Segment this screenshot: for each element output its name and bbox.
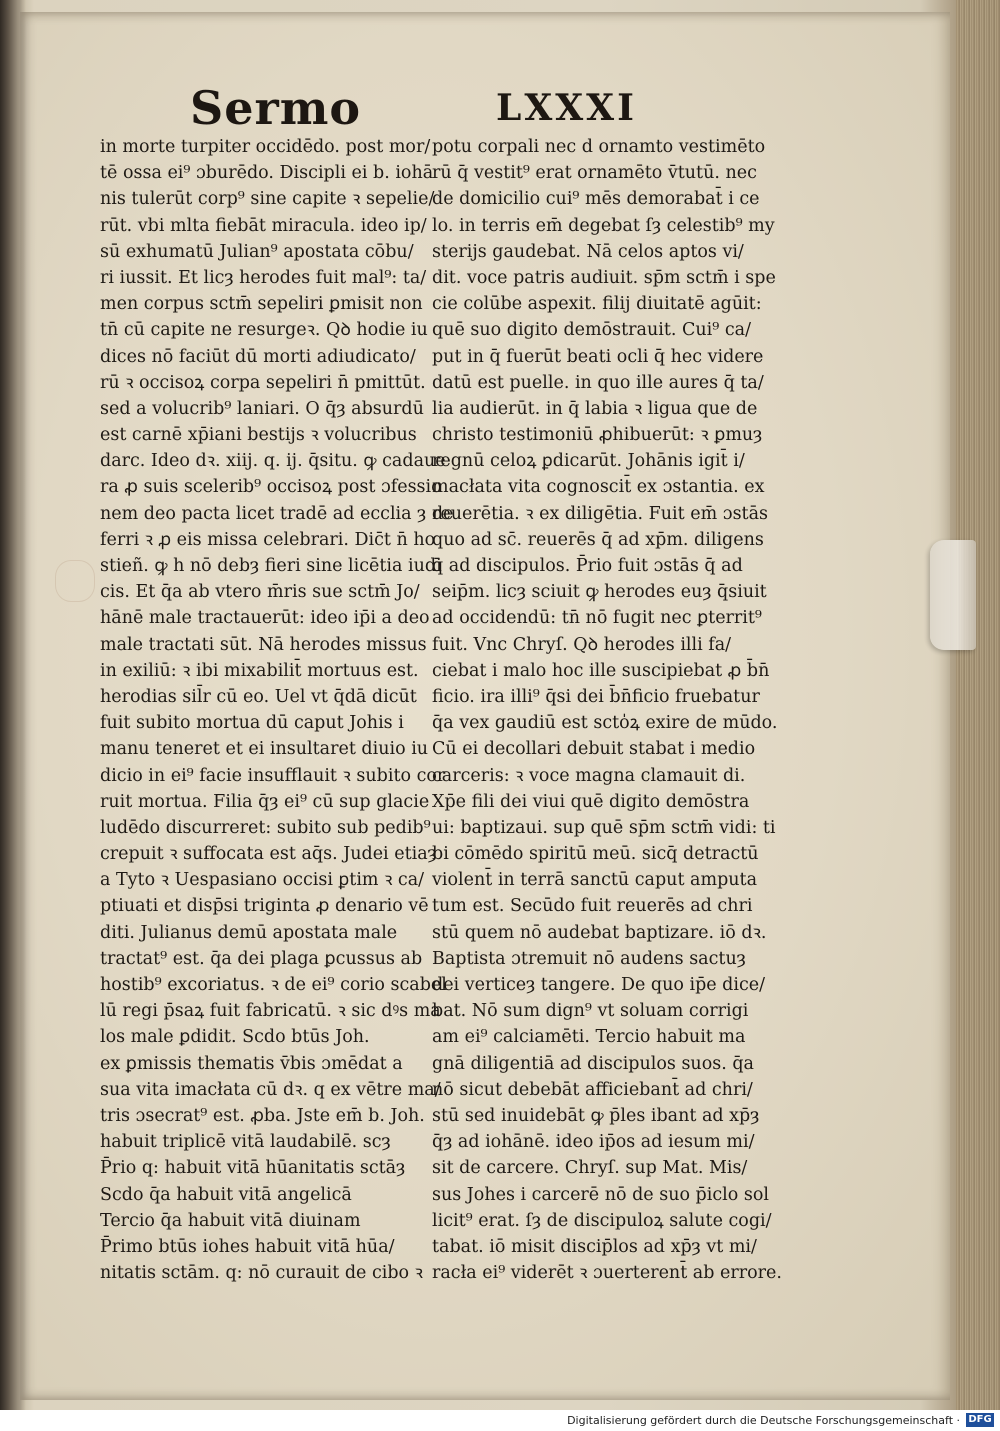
text-line: cis. Et q̄a ab vtero m̄ris sue sctm̄ Jo/ bbox=[100, 582, 420, 603]
left-text-column bbox=[100, 134, 454, 1286]
page-header bbox=[190, 82, 670, 134]
text-line: stū sed inuidebāt ꝙ p̄les ibant ad xp̄ȝ bbox=[432, 1105, 760, 1126]
text-line: in morte turpiter occidēdo. post mor/ bbox=[100, 137, 431, 157]
text-line: nitatis sctām. q: nō curauit de cibo ꝛ bbox=[100, 1263, 423, 1284]
text-line: ludēdo discurreret: subito sub pedib⁹ bbox=[100, 817, 431, 838]
text-line: Scdo q̄a habuit vitā angelicā bbox=[100, 1184, 352, 1205]
text-line: rū ꝛ occisoꝝ corpa sepeliri n̄ pmittūt. bbox=[100, 372, 426, 393]
text-line: ptiuati et disp̄si triginta ꝓ denario vē bbox=[100, 896, 429, 917]
text-line: macłata vita cognoscit̄ ex ɔstantia. ex bbox=[432, 477, 765, 498]
text-line: est carnē xp̄iani bestijs ꝛ volucribus bbox=[100, 425, 417, 446]
folio-number: LXXXI bbox=[496, 87, 637, 129]
text-line: bi cōmēdo spiritū meū. sicq̄ detractū bbox=[432, 844, 759, 865]
page-edges bbox=[956, 0, 1000, 1410]
text-line: sus Johes i carcerē nō de suo p̄iclo sol bbox=[432, 1184, 769, 1205]
text-line: Cū ei decollari debuit stabat i medio bbox=[432, 739, 756, 760]
text-line: tractat⁹ est. q̄a dei plaga ꝑcussus ab bbox=[100, 948, 423, 969]
text-line: diti. Julianus demū apostata male bbox=[100, 922, 398, 943]
text-line: am ei⁹ calciamēti. Tercio habuit ma bbox=[432, 1027, 746, 1048]
text-line: lo. in terris em̄ degebat ſȝ celestib⁹ my bbox=[432, 215, 775, 236]
gutter-shadow bbox=[0, 0, 26, 1410]
bookmark-tab bbox=[930, 540, 976, 650]
text-line: P̄rio q: habuit vitā hūanitatis sctāȝ bbox=[100, 1158, 406, 1179]
text-line: violent̄ in terrā sanctū caput amputa bbox=[432, 870, 758, 891]
text-line: rū q̄ vestit⁹ erat ornamēto v̄tutū. nec bbox=[432, 163, 757, 184]
text-line: dicio in ei⁹ facie insufflauit ꝛ subito cor bbox=[100, 765, 446, 786]
right-text-column bbox=[432, 134, 782, 1286]
text-line: racła ei⁹ viderēt ꝛ ɔuerterent̄ ab errore. bbox=[432, 1263, 782, 1284]
text-line: sit de carcere. Chryſ. sup Mat. Mis/ bbox=[432, 1158, 748, 1179]
text-line: ciebat i malo hoc ille suscipiebat ꝓ b̄n̄ bbox=[432, 660, 770, 681]
text-line: male tractati sūt. Nā herodes missus bbox=[100, 634, 427, 655]
text-line: ferri ꝛ ꝓ eis missa celebrari. Dic̄t n̄ ho bbox=[100, 529, 436, 550]
text-line: sed a volucrib⁹ laniari. O q̄ȝ absurdū bbox=[100, 398, 424, 419]
text-line: tris ɔsecrat⁹ est. ꝓba. Jste em̄ b. Joh. bbox=[100, 1105, 425, 1126]
text-line: datū est puelle. in quo ille aures q̄ ta/ bbox=[432, 372, 764, 393]
text-line: licit⁹ erat. ſȝ de discipuloꝝ salute cogi/ bbox=[432, 1210, 772, 1231]
text-line: tē ossa ei⁹ ɔburēdo. Discipli ei b. iohā bbox=[100, 163, 434, 184]
text-line: carceris: ꝛ voce magna clamauit di. bbox=[432, 765, 746, 786]
text-line: manu teneret et ei insultaret diuio iu bbox=[100, 739, 429, 760]
text-line: put in q̄ fuerūt beati ocli q̄ hec videre bbox=[432, 346, 764, 367]
text-line: Baptista ɔtremuit nō audens sactuȝ bbox=[432, 948, 746, 969]
text-line: tn̄ cū capite ne resurgeꝛ. Qꝺ hodie iu bbox=[100, 320, 428, 341]
text-line: potu corpali nec d ornamto vestimēto bbox=[432, 137, 766, 157]
text-line: ex ꝑmissis thematis v̄bis ɔmēdat a bbox=[100, 1053, 403, 1074]
text-line: dices nō faciūt dū morti adiudicato/ bbox=[100, 346, 416, 367]
text-line: stū quem nō audebat baptizare. iō dꝛ. bbox=[432, 922, 767, 943]
text-line: Xp̄e fili dei viui quē digito demōstra bbox=[432, 791, 750, 812]
page-title: Sermo bbox=[190, 81, 362, 135]
faint-stamp bbox=[55, 560, 95, 602]
text-line: in exiliū: ꝛ ibi mixabilit̄ mortuus est. bbox=[100, 660, 419, 681]
text-line: sua vita imacłata cū dꝛ. q ex vētre ma/ bbox=[100, 1079, 441, 1100]
text-line: crepuit ꝛ suffocata est aq̄s. Judei etiaȝ bbox=[100, 844, 437, 865]
text-line: hānē male tractauerūt: ideo ip̄i a deo bbox=[100, 608, 430, 629]
text-line: hostib⁹ excoriatus. ꝛ de ei⁹ corio scabel bbox=[100, 975, 447, 995]
text-line: tabat. iō misit discip̄los ad xp̄ȝ vt mi/ bbox=[432, 1236, 757, 1257]
dfg-logo: DFG bbox=[966, 1413, 994, 1427]
text-line: fuit. Vnc Chryſ. Qꝺ herodes illi fa/ bbox=[432, 634, 732, 655]
text-line: dit. voce patris audiuit. sp̄m sctm̄ i spe bbox=[432, 267, 776, 288]
text-line: q̄ ad discipulos. P̄rio fuit ɔstās q̄ ad bbox=[432, 556, 743, 576]
text-line: lia audierūt. in q̄ labia ꝛ ligua que de bbox=[432, 398, 758, 419]
text-line: rūt. vbi mlta fiebāt miracula. ideo ip/ bbox=[100, 215, 427, 236]
text-line: ficio. ira illi⁹ q̄si dei b̄n̄ficio fruebatur bbox=[432, 686, 760, 707]
text-line: men corpus sctm̄ sepeliri ꝑmisit non bbox=[100, 294, 423, 315]
text-line: q̄a vex gaudiū est scto̍ꝝ exire de mūdo. bbox=[432, 713, 778, 734]
text-line: ra ꝓ suis scelerib⁹ occisoꝝ post ɔfessio bbox=[100, 477, 442, 498]
text-line: regnū celoꝝ ꝑdicarūt. Johānis igit̄ i/ bbox=[432, 451, 745, 472]
text-line: ui: baptizaui. sup quē sp̄m sctm̄ vidi: ti bbox=[432, 817, 776, 838]
text-line: nem deo pacta licet tradē ad ecclia ȝ de bbox=[100, 503, 454, 524]
footer-bar bbox=[0, 1410, 1000, 1431]
text-line: sterijs gaudebat. Nā celos aptos vi/ bbox=[432, 241, 744, 262]
text-line: reuerētia. ꝛ ex diligētia. Fuit em̄ ɔstās bbox=[432, 503, 768, 524]
text-line: quo ad sc̄. reuerēs q̄ ad xp̄m. diligens bbox=[432, 529, 764, 550]
text-line: sū exhumatū Julian⁹ apostata cōbu/ bbox=[100, 241, 414, 262]
text-line: lū regi p̄saꝝ fuit fabricatū. ꝛ sic dꝰs ma bbox=[100, 1001, 441, 1022]
text-line: fuit subito mortua dū caput Johis i bbox=[100, 713, 404, 734]
text-line: herodias sil̄r cū eo. Uel vt q̄dā dicūt bbox=[100, 686, 417, 707]
text-line: christo testimoniū ꝓhibuerūt: ꝛ ꝑmuȝ bbox=[432, 425, 763, 446]
text-line: ri iussit. Et licȝ herodes fuit mal⁹: ta/ bbox=[100, 267, 427, 288]
text-line: nis tulerūt corp⁹ sine capite ꝛ sepelie/ bbox=[100, 189, 435, 210]
text-line: los male ꝑdidit. Scdo btūs Joh. bbox=[100, 1027, 370, 1048]
text-line: quē suo digito demōstrauit. Cui⁹ ca/ bbox=[432, 320, 751, 341]
text-line: a Tyto ꝛ Uespasiano occisi ꝑtim ꝛ ca/ bbox=[100, 870, 425, 891]
text-line: de domicilio cui⁹ mēs demorabat̄ i ce bbox=[432, 189, 760, 210]
text-line: habuit triplicē vitā laudabilē. scȝ bbox=[100, 1132, 391, 1153]
text-line: dei verticeȝ tangere. De quo ip̄e dice/ bbox=[432, 975, 766, 995]
text-line: tum est. Secūdo fuit reuerēs ad chri bbox=[432, 896, 753, 917]
funding-credit: Digitalisierung gefördert durch die Deutsche Forschungsgemeinschaft · bbox=[567, 1414, 960, 1427]
text-line: ad occidendū: tn̄ nō fugit nec ꝑterrit⁹ bbox=[432, 608, 762, 629]
text-line: darc. Ideo dꝛ. xiij. q. ij. q̄situ. ꝙ cadaue bbox=[100, 451, 446, 472]
text-line: P̄rimo btūs iohes habuit vitā hūa/ bbox=[100, 1236, 395, 1257]
text-line: seip̄m. licȝ sciuit ꝙ herodes euȝ q̄siuit bbox=[432, 582, 767, 603]
text-line: Tercio q̄a habuit vitā diuinam bbox=[100, 1210, 361, 1231]
text-line: stieñ. ꝙ h nō debȝ fieri sine licētia iudi bbox=[100, 556, 442, 576]
text-line: bat. Nō sum dign⁹ vt soluam corrigi bbox=[432, 1001, 749, 1022]
text-line: q̄ȝ ad iohānē. ideo ip̄os ad iesum mi/ bbox=[432, 1132, 755, 1153]
text-line: cie colūbe aspexit. filij diuitatē agūit: bbox=[432, 294, 762, 315]
text-line: gnā diligentiā ad discipulos suos. q̄a bbox=[432, 1053, 754, 1074]
text-line: ruit mortua. Filia q̄ȝ ei⁹ cū sup glacie bbox=[100, 791, 430, 812]
text-line: nō sicut debebāt afficiebant̄ ad chri/ bbox=[432, 1079, 753, 1100]
